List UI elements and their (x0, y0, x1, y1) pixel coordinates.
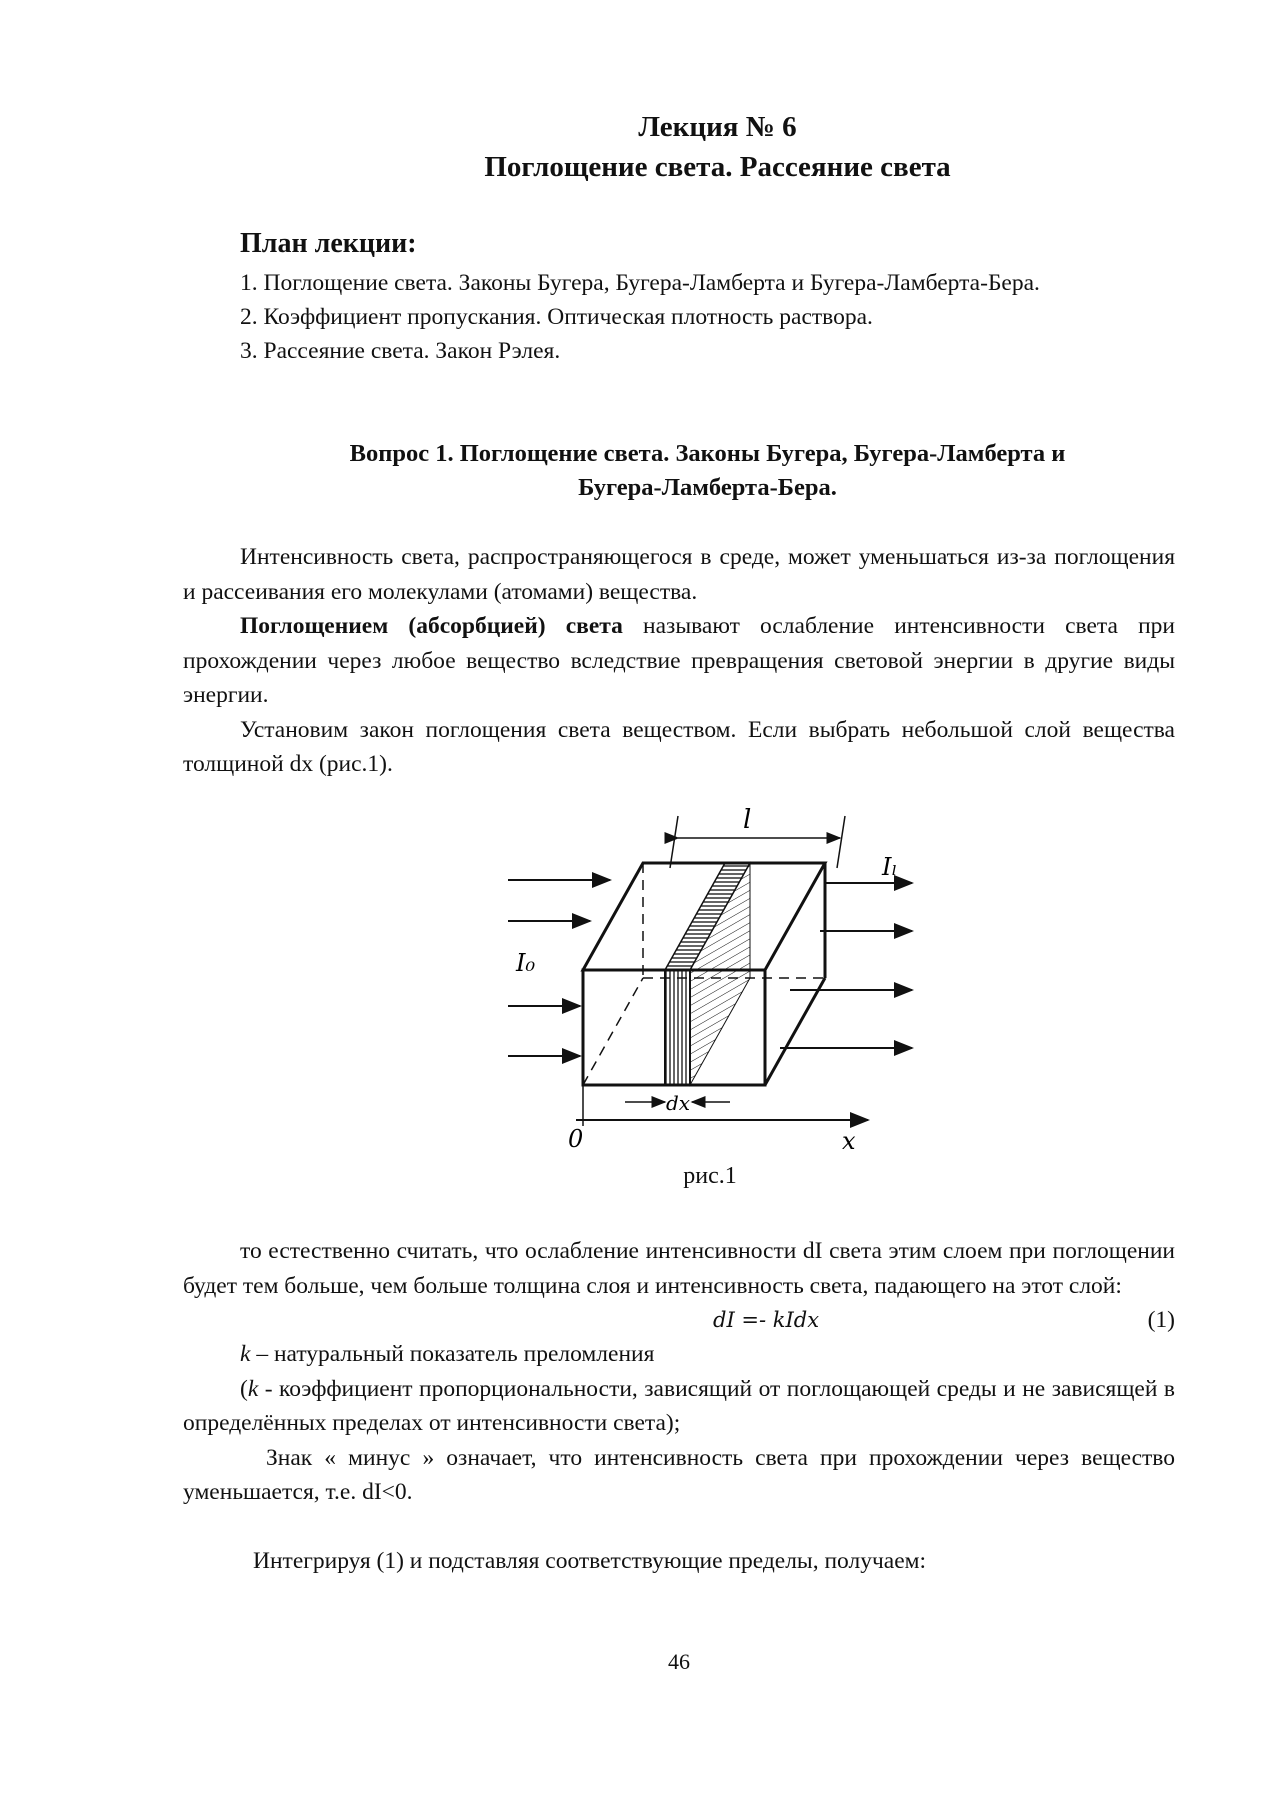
paragraph: Установим закон поглощения света веществом. Если выбрать небольшой слой вещества толщиной dx (рис.1). (183, 716, 1175, 777)
label-l: l (743, 808, 752, 835)
dimension-tick (670, 816, 678, 868)
paragraph-text: – натуральный показатель преломления (250, 1341, 655, 1367)
equation-row (183, 1303, 1175, 1337)
paragraph: Знак « минус » означает, что интенсивность света при прохождении через вещество уменьшается, т.е. dI<0. (183, 1444, 1175, 1505)
label-I0: I₀ (516, 949, 536, 977)
plan-item: 3. Рассеяние света. Закон Рэлея. (240, 338, 561, 364)
plan-item: 1. Поглощение света. Законы Бугера, Бугера-Ламберта и Бугера-Ламберта-Бера. (240, 270, 1040, 296)
intro-text (183, 540, 1175, 782)
paragraph-text: называют ослабление интенсивности света при прохождении через любое вещество вследствие превращения световой энергии в другие виды энергии. (183, 613, 1175, 708)
symbol-k: k (247, 1375, 259, 1402)
figure-caption: рис.1 (683, 1163, 737, 1189)
paragraph: то естественно считать, что ослабление интенсивности dI света этим слоем при поглощении будет тем больше, чем больше толщина слоя и интенсивность света, падающего на этот слой: (183, 1238, 1175, 1299)
label-Il: Iₗ (882, 853, 898, 881)
symbol-k: k (240, 1341, 251, 1367)
paragraph (183, 1337, 1175, 1372)
paragraph: Интенсивность света, распространяющегося в среде, может уменьшаться из-за поглощения и рассеивания его молекулами (атомами) вещества. (183, 544, 1175, 605)
lecture-title: Лекция № 6 (638, 111, 797, 143)
equation-number: (1) (1147, 1307, 1175, 1333)
paren-open: ( (240, 1375, 248, 1402)
label-origin: 0 (568, 1125, 584, 1153)
lecture-subtitle: Поглощение света. Рассеяние света (484, 151, 951, 183)
plan-heading: План лекции: (240, 228, 417, 259)
slab-front-face (665, 970, 690, 1085)
page-number: 46 (668, 1649, 690, 1674)
term-absorption: Поглощением (абсорбцией) света (240, 613, 623, 639)
paragraph: Интегрируя (1) и подставляя соответствующие пределы, получаем: (253, 1547, 927, 1574)
paragraph (183, 609, 1175, 713)
label-x: x (842, 1127, 856, 1153)
hidden-edge (583, 978, 643, 1085)
box-edge (765, 978, 825, 1085)
plan-list (240, 266, 1175, 368)
question-heading-line: Вопрос 1. Поглощение света. Законы Бугера, Бугера-Ламберта и (349, 440, 1066, 467)
figure-absorption-layer (500, 808, 920, 1153)
label-dx: dx (666, 1091, 691, 1115)
body-text (183, 1234, 1175, 1578)
paragraph-text: - коэффициент пропорциональности, зависящий от поглощающей среды и не зависящей в определённых пределах от интенсивности света); (183, 1375, 1175, 1436)
dimension-tick (837, 816, 845, 868)
equation-formula: dI =- kIdx (713, 1308, 820, 1332)
paragraph (183, 1372, 1175, 1441)
plan-item: 2. Коэффициент пропускания. Оптическая плотность раствора. (240, 304, 873, 330)
question-heading (240, 437, 1175, 505)
question-heading-line: Бугера-Ламберта-Бера. (578, 474, 837, 501)
